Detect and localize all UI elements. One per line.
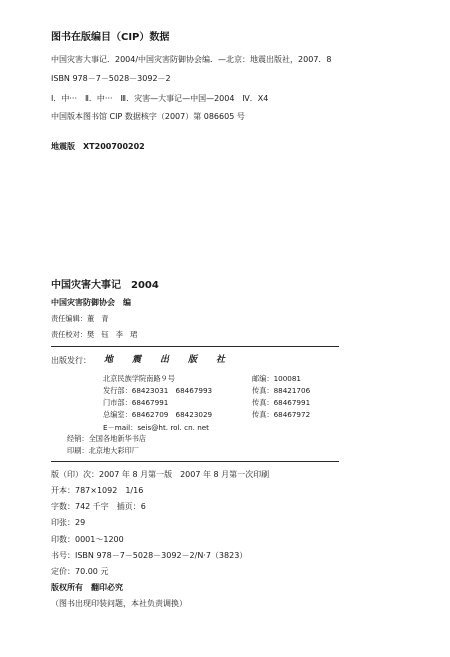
publisher-label: 出版发行：	[51, 356, 91, 365]
printer: 印刷：北京地大彩印厂	[67, 446, 139, 455]
copyright-notice: 版权所有 翻印必究	[51, 583, 123, 592]
publisher-address: 北京民族学院南路９号	[103, 374, 175, 383]
publisher-postcode: 邮编：100081	[252, 374, 302, 383]
sales-dept-phone: 发行部：68423031 68467993	[103, 386, 213, 395]
edition-info: 版（印）次：2007 年 8 月第一版 2007 年 8 月第一次印刷	[51, 470, 270, 479]
cip-line-2: ISBN 978－7－5028－3092－2	[51, 74, 171, 83]
sheets-info: 印张：29	[51, 518, 86, 527]
cip-heading: 图书在版编目（CIP）数据	[51, 32, 170, 43]
price: 定价：70.00 元	[51, 567, 109, 576]
divider-bottom	[51, 461, 339, 462]
print-run: 印数：0001～1200	[51, 535, 124, 544]
responsible-editor: 责任编辑：董 青	[51, 314, 109, 323]
word-count: 字数：742 千字 插页：6	[51, 502, 146, 511]
sales-dept-fax: 传真：88421706	[252, 386, 311, 395]
store-phone: 门市部：68467991	[103, 398, 169, 407]
cip-line-1: 中国灾害大事记．2004/中国灾害防御协会编．—北京：地震出版社，2007．8	[51, 55, 332, 64]
distributor: 经销：全国各地新华书店	[67, 434, 147, 443]
publisher-name: 地 震 出 版 社	[104, 355, 231, 365]
publisher-email: E－mail：seis@ht. rol. cn. net	[103, 423, 209, 432]
replacement-note: （图书出现印装问题，本社负责调换）	[51, 599, 187, 608]
cip-line-3: Ⅰ．中··· Ⅱ．中··· Ⅲ．灾害—大事记—中国—2004 Ⅳ．X4	[51, 94, 269, 103]
format-info: 开本：787×1092 1/16	[51, 486, 144, 495]
book-editor: 中国灾害防御协会 编	[51, 298, 131, 307]
office-phone: 总编室：68462709 68423029	[103, 410, 213, 419]
office-fax: 传真：68467972	[252, 410, 311, 419]
register-number: 地震版 XT200700202	[51, 142, 145, 151]
proofreader: 责任校对：樊 钰 李 珺	[51, 330, 138, 339]
cip-line-4: 中国版本图书馆 CIP 数据核字（2007）第 086605 号	[51, 112, 245, 121]
store-fax: 传真：68467991	[252, 398, 311, 407]
divider-top	[51, 346, 339, 347]
book-title: 中国灾害大事记 2004	[51, 280, 159, 291]
book-number: 书号：ISBN 978－7－5028－3092－2/N·7（3823）	[51, 551, 248, 560]
